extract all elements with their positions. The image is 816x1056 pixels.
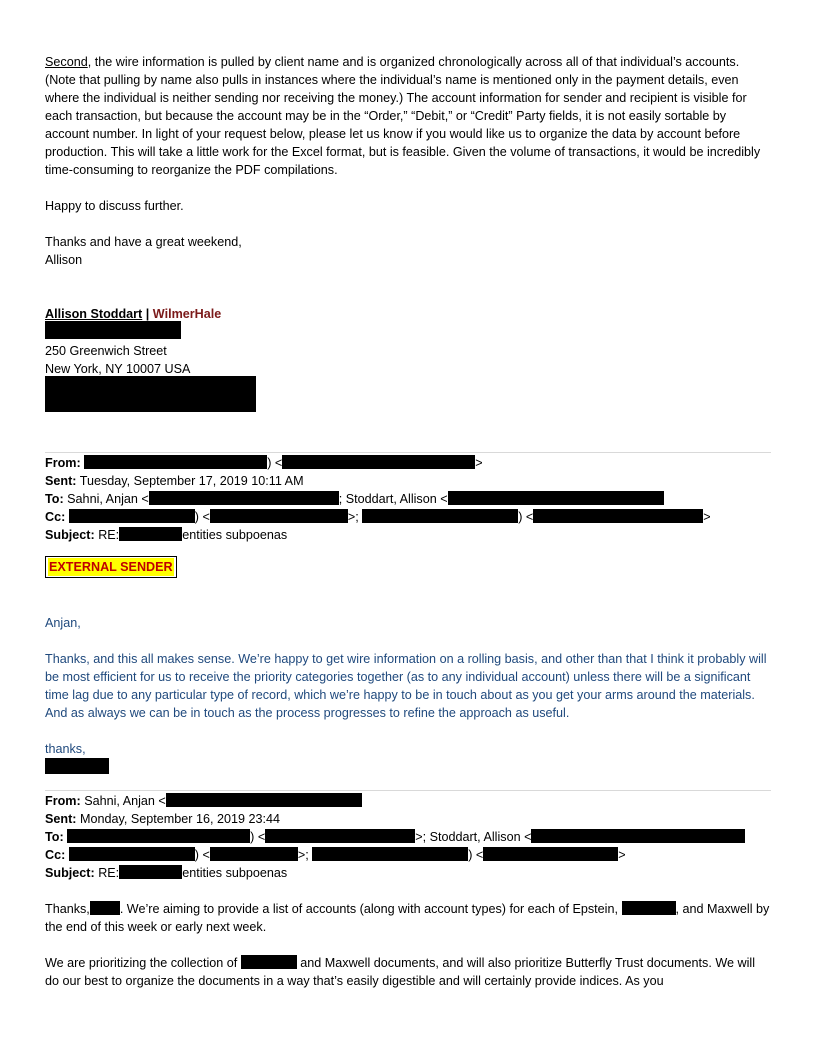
redacted [622,901,676,915]
redacted-signer [45,758,109,774]
cc-d: > [703,510,711,524]
to-label: To: [45,830,64,844]
body2-paragraph-2 [45,954,771,990]
redacted [210,509,348,523]
thanks-weekend-line: Thanks and have a great weekend, [45,235,242,249]
redacted [483,847,618,861]
redacted [265,829,415,843]
signature-name: Allison Stoddart [45,307,143,321]
redacted [531,829,745,843]
cc-label: Cc: [45,510,66,524]
reply-closing: thanks, [45,742,86,756]
subject-post: entities subpoenas [182,528,288,542]
second-lead: Second [45,55,88,69]
signature-sep: | [142,307,153,321]
body2-paragraph-1 [45,900,771,936]
sent-value: Tuesday, September 17, 2019 10:11 AM [79,474,304,488]
cc-b: >; [297,848,309,862]
redacted [69,847,195,861]
external-sender-text: EXTERNAL SENDER [49,560,173,574]
redacted [69,509,195,523]
subject-pre: RE: [98,528,120,542]
redacted [90,901,120,915]
cc-c: ) < [518,510,534,524]
redacted [119,865,182,879]
to-label: To: [45,492,64,506]
cc-a: ) < [194,848,210,862]
redacted [362,509,518,523]
redacted [84,455,267,469]
happy-line: Happy to discuss further. [45,199,184,213]
signature-line [45,305,771,323]
subject-post: entities subpoenas [182,866,288,880]
cc-d: > [618,848,626,862]
redacted [312,847,468,861]
subject-pre: RE: [98,866,120,880]
divider [45,790,771,791]
to-a: ) < [250,830,266,844]
redacted [166,793,362,807]
redacted-contact [45,376,256,412]
redacted [67,829,250,843]
to-a: Sahni, Anjan < [67,492,149,506]
p1-b: . We’re aiming to provide a list of accounts (along with account types) for each of Epstein, [119,902,618,916]
divider [45,452,771,453]
email-document [45,53,771,990]
redacted [241,955,297,969]
sign-name: Allison [45,253,83,267]
redacted [533,509,703,523]
signature-firm: WilmerHale [152,307,222,321]
from-mid: ) < [267,456,283,470]
redacted-title [45,321,181,339]
sent-label: Sent: [45,812,77,826]
to-b: >; Stoddart, Allison < [415,830,532,844]
email-header-1 [45,454,771,544]
cc-label: Cc: [45,848,66,862]
from-label: From: [45,456,81,470]
to-b: ; Stoddart, Allison < [338,492,448,506]
paragraph-second [45,53,771,179]
p1-c: , and Maxwell by the end of this week or early next week. [45,902,770,934]
from-value: Sahni, Anjan < [84,794,166,808]
cc-b: >; [347,510,359,524]
redacted [149,491,339,505]
external-sender-badge [45,556,177,578]
sent-value: Monday, September 16, 2019 23:44 [79,812,280,826]
p1-a: Thanks, [45,902,90,916]
p2-b: and Maxwell documents, and will also prioritize Butterfly Trust documents. We will do our best to organize the documents in a way that’s easily digestible and will certainly provide indices. As you [45,956,755,988]
second-rest: , the wire information is pulled by client name and is organized chronologically across all of that individual’s accounts. (Note that pulling by name also pulls in instances where the individual’s name is mentioned only in the payment details, even where the individual is neither sending nor receiving the money.) The account information for sender and recipient is visible for each transaction, but because the account may be in the “Order,” “Debit,” or “Credit” Party fields, it is not easily sortable by account number. In light of your request below, please let us know if you would like us to organize the data by account before production. This will take a little work for the Excel format, but is feasible. Given the volume of transactions, it would be incredibly time-consuming to reorganize the PDF compilations. [45,55,761,177]
redacted [282,455,475,469]
subject-label: Subject: [45,866,95,880]
redacted [119,527,182,541]
p2-a: We are prioritizing the collection of [45,956,238,970]
signature-street: 250 Greenwich Street [45,344,167,358]
reply-body: Thanks, and this all makes sense. We’re happy to get wire information on a rolling basis, and other than that I think it probably will be most efficient for us to receive the priority categories together (as to any individual account) unless there will be a significant time lag due to any particular type of record, which we’re happy to be in touch about as you get your arms around the materials. And as always we can be in touch as the process progresses to refine the approach as useful. [45,652,767,720]
signature-city: New York, NY 10007 USA [45,362,191,376]
reply-greeting: Anjan, [45,616,81,630]
sent-label: Sent: [45,474,77,488]
from-label: From: [45,794,81,808]
subject-label: Subject: [45,528,95,542]
cc-a: ) < [194,510,210,524]
redacted [210,847,298,861]
email-header-2 [45,792,771,882]
cc-c: ) < [468,848,484,862]
from-end: > [475,456,483,470]
redacted [448,491,664,505]
